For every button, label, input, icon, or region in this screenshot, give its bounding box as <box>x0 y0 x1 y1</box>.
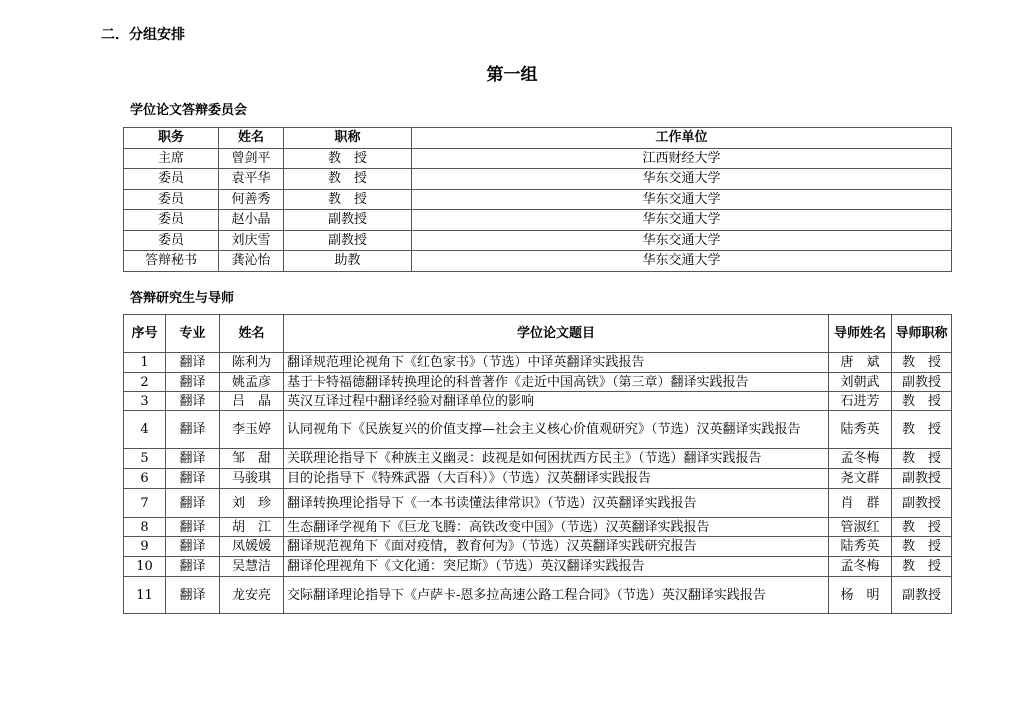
cell-thesis-title: 翻译规范视角下《面对疫情，教育何为》（节选）汉英翻译实践研究报告 <box>284 537 829 557</box>
cell-seq: 11 <box>124 577 166 614</box>
cell-position: 答辩秘书 <box>124 251 219 272</box>
cell-affiliation: 华东交通大学 <box>412 210 952 231</box>
cell-affiliation: 华东交通大学 <box>412 251 952 272</box>
cell-title: 教 授 <box>284 169 412 190</box>
header-position: 职务 <box>124 128 219 149</box>
cell-major: 翻译 <box>166 353 220 373</box>
header-title: 职称 <box>284 128 412 149</box>
table-row <box>124 537 952 557</box>
cell-name: 龚沁怡 <box>219 251 284 272</box>
cell-position: 委员 <box>124 189 219 210</box>
cell-major: 翻译 <box>166 392 220 411</box>
cell-advisor-title: 教 授 <box>892 537 952 557</box>
table-row <box>124 189 952 210</box>
cell-name: 袁平华 <box>219 169 284 190</box>
cell-position: 委员 <box>124 210 219 231</box>
cell-thesis-title: 关联理论指导下《种族主义幽灵：歧视是如何困扰西方民主》（节选）翻译实践报告 <box>284 449 829 469</box>
cell-student-name: 凤媛媛 <box>220 537 284 557</box>
cell-thesis-title: 基于卡特福德翻译转换理论的科普著作《走近中国高铁》（第三章）翻译实践报告 <box>284 373 829 392</box>
table-row <box>124 557 952 577</box>
header-name: 姓名 <box>219 128 284 149</box>
header-major: 专业 <box>166 315 220 353</box>
header-advisor-name: 导师姓名 <box>829 315 892 353</box>
cell-seq: 3 <box>124 392 166 411</box>
cell-seq: 2 <box>124 373 166 392</box>
header-seq: 序号 <box>124 315 166 353</box>
committee-header-row <box>124 128 952 149</box>
cell-advisor-title: 教 授 <box>892 353 952 373</box>
table-row <box>124 230 952 251</box>
cell-major: 翻译 <box>166 557 220 577</box>
cell-advisor-name: 石进芳 <box>829 392 892 411</box>
cell-advisor-title: 副教授 <box>892 469 952 489</box>
cell-affiliation: 华东交通大学 <box>412 230 952 251</box>
cell-advisor-name: 杨 明 <box>829 577 892 614</box>
cell-major: 翻译 <box>166 537 220 557</box>
cell-advisor-title: 副教授 <box>892 373 952 392</box>
cell-affiliation: 华东交通大学 <box>412 169 952 190</box>
cell-position: 委员 <box>124 230 219 251</box>
cell-title: 副教授 <box>284 210 412 231</box>
table-row <box>124 489 952 518</box>
cell-major: 翻译 <box>166 411 220 449</box>
cell-thesis-title: 生态翻译学视角下《巨龙飞腾：高铁改变中国》（节选）汉英翻译实践报告 <box>284 518 829 537</box>
cell-advisor-title: 教 授 <box>892 557 952 577</box>
cell-affiliation: 江西财经大学 <box>412 148 952 169</box>
cell-student-name: 姚孟彦 <box>220 373 284 392</box>
students-heading: 答辩研究生与导师 <box>130 291 235 306</box>
header-student-name: 姓名 <box>220 315 284 353</box>
cell-advisor-title: 副教授 <box>892 577 952 614</box>
table-row <box>124 469 952 489</box>
cell-seq: 4 <box>124 411 166 449</box>
cell-major: 翻译 <box>166 489 220 518</box>
cell-advisor-name: 管淑红 <box>829 518 892 537</box>
cell-thesis-title: 翻译规范理论视角下《红色家书》（节选）中译英翻译实践报告 <box>284 353 829 373</box>
cell-thesis-title: 翻译转换理论指导下《一本书读懂法律常识》（节选）汉英翻译实践报告 <box>284 489 829 518</box>
table-row <box>124 373 952 392</box>
cell-seq: 5 <box>124 449 166 469</box>
cell-name: 刘庆雪 <box>219 230 284 251</box>
cell-position: 委员 <box>124 169 219 190</box>
cell-advisor-title: 教 授 <box>892 411 952 449</box>
cell-major: 翻译 <box>166 449 220 469</box>
cell-student-name: 刘 珍 <box>220 489 284 518</box>
cell-major: 翻译 <box>166 469 220 489</box>
table-row <box>124 353 952 373</box>
cell-seq: 1 <box>124 353 166 373</box>
cell-position: 主席 <box>124 148 219 169</box>
cell-advisor-name: 唐 斌 <box>829 353 892 373</box>
cell-major: 翻译 <box>166 373 220 392</box>
table-row <box>124 148 952 169</box>
header-affiliation: 工作单位 <box>412 128 952 149</box>
cell-name: 曾剑平 <box>219 148 284 169</box>
cell-title: 教 授 <box>284 148 412 169</box>
group-title: 第一组 <box>486 65 538 85</box>
header-advisor-title: 导师职称 <box>892 315 952 353</box>
cell-seq: 6 <box>124 469 166 489</box>
cell-advisor-title: 教 授 <box>892 449 952 469</box>
cell-thesis-title: 认同视角下《民族复兴的价值支撑—社会主义核心价值观研究》（节选）汉英翻译实践报告 <box>284 411 829 449</box>
cell-affiliation: 华东交通大学 <box>412 189 952 210</box>
cell-advisor-name: 刘朝武 <box>829 373 892 392</box>
cell-thesis-title: 目的论指导下《特殊武器（大百科）》（节选）汉英翻译实践报告 <box>284 469 829 489</box>
cell-student-name: 龙安亮 <box>220 577 284 614</box>
cell-major: 翻译 <box>166 577 220 614</box>
cell-title: 助教 <box>284 251 412 272</box>
table-row <box>124 210 952 231</box>
cell-student-name: 吕 晶 <box>220 392 284 411</box>
table-row <box>124 169 952 190</box>
cell-student-name: 陈利为 <box>220 353 284 373</box>
cell-name: 赵小晶 <box>219 210 284 231</box>
cell-advisor-title: 教 授 <box>892 392 952 411</box>
cell-thesis-title: 英汉互译过程中翻译经验对翻译单位的影响 <box>284 392 829 411</box>
cell-seq: 8 <box>124 518 166 537</box>
header-thesis-title: 学位论文题目 <box>284 315 829 353</box>
cell-seq: 9 <box>124 537 166 557</box>
cell-student-name: 胡 江 <box>220 518 284 537</box>
cell-student-name: 李玉婷 <box>220 411 284 449</box>
cell-thesis-title: 翻译伦理视角下《文化通：突尼斯》（节选）英汉翻译实践报告 <box>284 557 829 577</box>
cell-advisor-name: 尧文群 <box>829 469 892 489</box>
table-row <box>124 518 952 537</box>
cell-advisor-title: 教 授 <box>892 518 952 537</box>
cell-advisor-title: 副教授 <box>892 489 952 518</box>
committee-table <box>123 127 952 272</box>
cell-major: 翻译 <box>166 518 220 537</box>
cell-student-name: 吴慧洁 <box>220 557 284 577</box>
cell-advisor-name: 孟冬梅 <box>829 557 892 577</box>
cell-advisor-name: 陆秀英 <box>829 411 892 449</box>
cell-advisor-name: 陆秀英 <box>829 537 892 557</box>
table-row <box>124 411 952 449</box>
cell-student-name: 邹 甜 <box>220 449 284 469</box>
students-table <box>123 314 952 614</box>
table-row <box>124 449 952 469</box>
table-row <box>124 577 952 614</box>
cell-title: 教 授 <box>284 189 412 210</box>
cell-student-name: 马骏琪 <box>220 469 284 489</box>
cell-thesis-title: 交际翻译理论指导下《卢萨卡-恩多拉高速公路工程合同》（节选）英汉翻译实践报告 <box>284 577 829 614</box>
committee-heading: 学位论文答辩委员会 <box>130 103 248 118</box>
table-row <box>124 392 952 411</box>
students-header-row <box>124 315 952 353</box>
table-row <box>124 251 952 272</box>
cell-advisor-name: 孟冬梅 <box>829 449 892 469</box>
cell-name: 何善秀 <box>219 189 284 210</box>
cell-seq: 10 <box>124 557 166 577</box>
cell-seq: 7 <box>124 489 166 518</box>
cell-title: 副教授 <box>284 230 412 251</box>
cell-advisor-name: 肖 群 <box>829 489 892 518</box>
section-heading: 二．分组安排 <box>101 27 185 43</box>
